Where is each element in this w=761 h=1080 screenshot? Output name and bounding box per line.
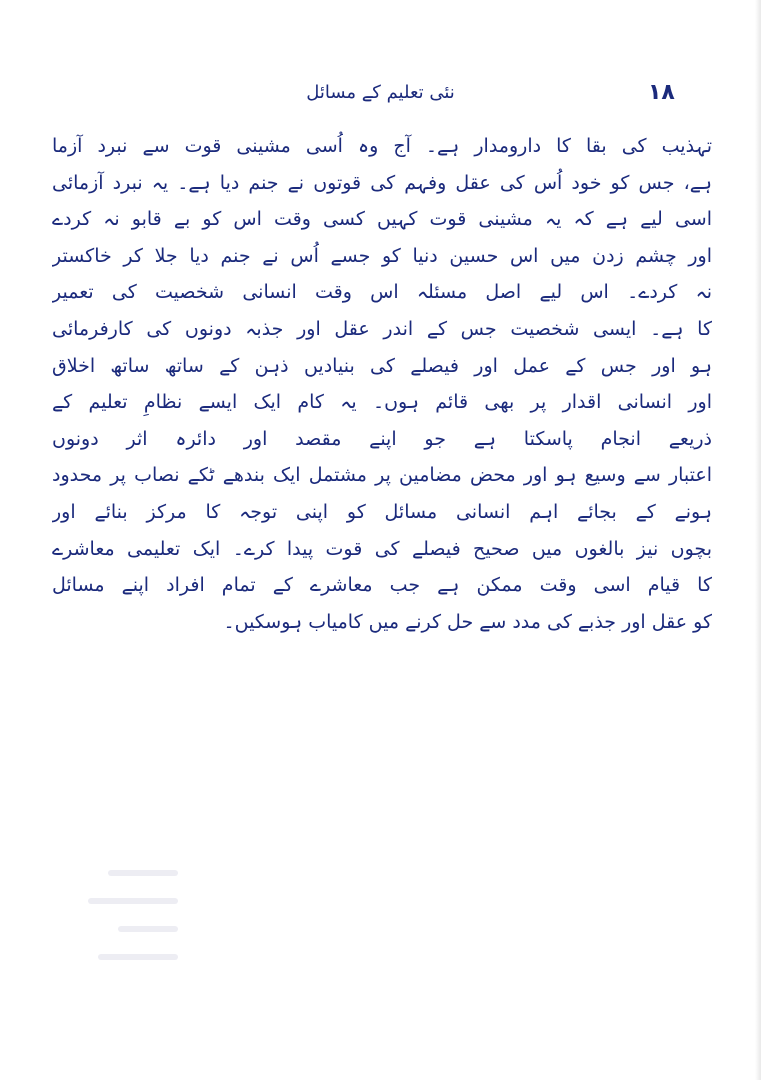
running-head: نئی تعلیم کے مسائل xyxy=(306,82,455,103)
body-paragraph xyxy=(52,128,712,640)
text-line: بچوں نیز بالغوں میں صحیح فیصلے کی قوت پیدا کرے۔ ایک تعلیمی معاشرے xyxy=(52,537,712,560)
bleed-through-marks xyxy=(88,870,198,990)
text-line: کو عقل اور جذبے کی مدد سے حل کرنے میں کامیاب ہوسکیں۔ xyxy=(223,610,712,633)
text-line: اعتبار سے وسیع ہو اور محض مضامین پر مشتمل ایک بندھے ٹکے نصاب پر محدود xyxy=(52,464,712,487)
page-number: ۱۸ xyxy=(648,80,675,105)
text-line: کا ہے۔ ایسی شخصیت جس کے اندر عقل اور جذبہ دونوں کی کارفرمائی xyxy=(52,317,712,340)
text-line: تہذیب کی بقا کا دارومدار ہے۔ آج وہ اُسی مشینی قوت سے نبرد آزما xyxy=(52,135,712,157)
text-line: ہو اور جس کے عمل اور فیصلے کی بنیادیں ذہن کے ساتھ ساتھ اخلاق xyxy=(52,354,712,377)
text-line: اسی لیے ہے کہ یہ مشینی قوت کہیں کسی وقت اس کو بے قابو نہ کردے xyxy=(52,208,712,231)
text-line: اور انسانی اقدار پر بھی قائم ہوں۔ یہ کام ایک ایسے نظامِ تعلیم کے xyxy=(52,391,712,414)
text-line: اور چشم زدن میں اس حسین دنیا کو جسے اُس نے جنم دیا جلا کر خاکستر xyxy=(52,244,712,267)
text-line: ہے، جس کو خود اُس کی عقل وفہم کی قوتوں نے جنم دیا ہے۔ یہ نبرد آزمائی xyxy=(52,171,712,194)
page-edge-shadow xyxy=(755,0,761,1080)
text-line: نہ کردے۔ اس لیے اصل مسئلہ اس وقت انسانی شخصیت کی تعمیر xyxy=(52,281,712,304)
text-line: کا قیام اسی وقت ممکن ہے جب معاشرے کے تمام افراد اپنے مسائل xyxy=(52,574,712,597)
text-line: ہونے کے بجائے اہم انسانی مسائل کو اپنی توجہ کا مرکز بنائے اور xyxy=(52,500,712,523)
text-line: ذریعے انجام پاسکتا ہے جو اپنے مقصد اور دائرہ اثر دونوں xyxy=(52,427,712,450)
